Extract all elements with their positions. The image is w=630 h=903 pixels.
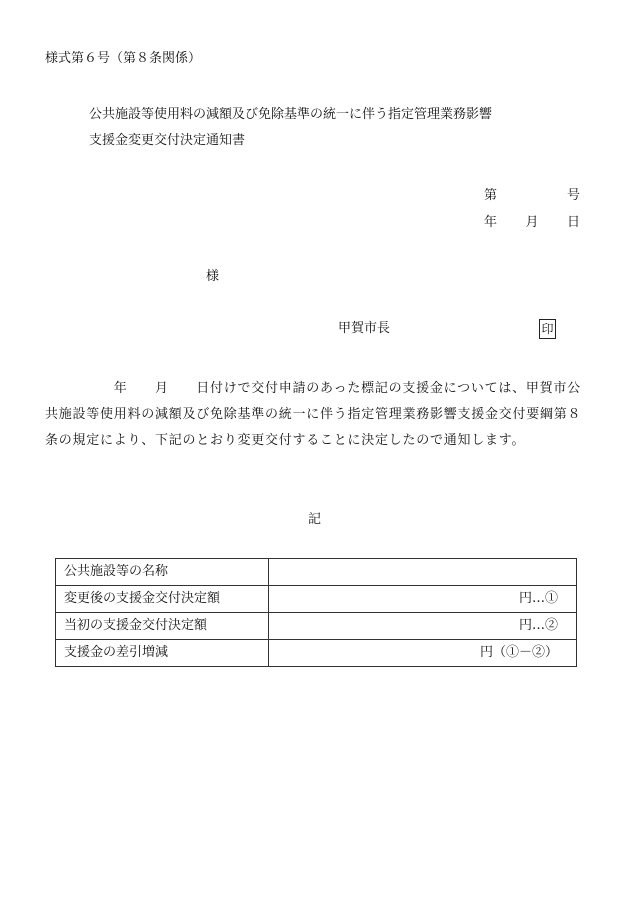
details-table	[55, 558, 577, 667]
date-day-label: 日	[566, 215, 580, 230]
addressee-suffix: 様	[206, 269, 220, 284]
row-value	[269, 559, 577, 586]
row-value: 円…①	[269, 586, 577, 613]
document-date-row	[484, 215, 580, 231]
seal-mark: 印	[539, 319, 556, 339]
table-row	[56, 613, 577, 640]
document-number-prefix: 第	[484, 188, 498, 203]
row-value: 円（①－②）	[269, 640, 577, 667]
document-number-row	[484, 188, 580, 204]
table-row	[56, 640, 577, 667]
row-label: 変更後の支援金交付決定額	[56, 586, 269, 613]
date-month-label: 月	[525, 215, 539, 230]
table-row	[56, 586, 577, 613]
table-row	[56, 559, 577, 586]
row-label: 支援金の差引増減	[56, 640, 269, 667]
date-year-label: 年	[484, 215, 498, 230]
issuer-name: 甲賀市長	[338, 321, 391, 336]
record-heading: 記	[308, 512, 322, 527]
document-title-line-1: 公共施設等使用料の減額及び免除基準の統一に伴う指定管理業務影響	[89, 107, 493, 122]
document-title-line-2: 支援金変更交付決定通知書	[89, 133, 246, 148]
form-number: 様式第６号（第８条関係）	[45, 51, 202, 66]
row-label: 公共施設等の名称	[56, 559, 269, 586]
row-label: 当初の支援金交付決定額	[56, 613, 269, 640]
notification-body: 年 月 日付けで交付申請のあった標記の支援金については、甲賀市公共施設等使用料の減額及び免除基準の統一に伴う指定管理業務影響支援金交付要綱第８条の規定により、下記のとおり変更交付することに決定したので通知します。	[45, 381, 582, 448]
document-number-suffix: 号	[566, 188, 580, 203]
row-value: 円…②	[269, 613, 577, 640]
